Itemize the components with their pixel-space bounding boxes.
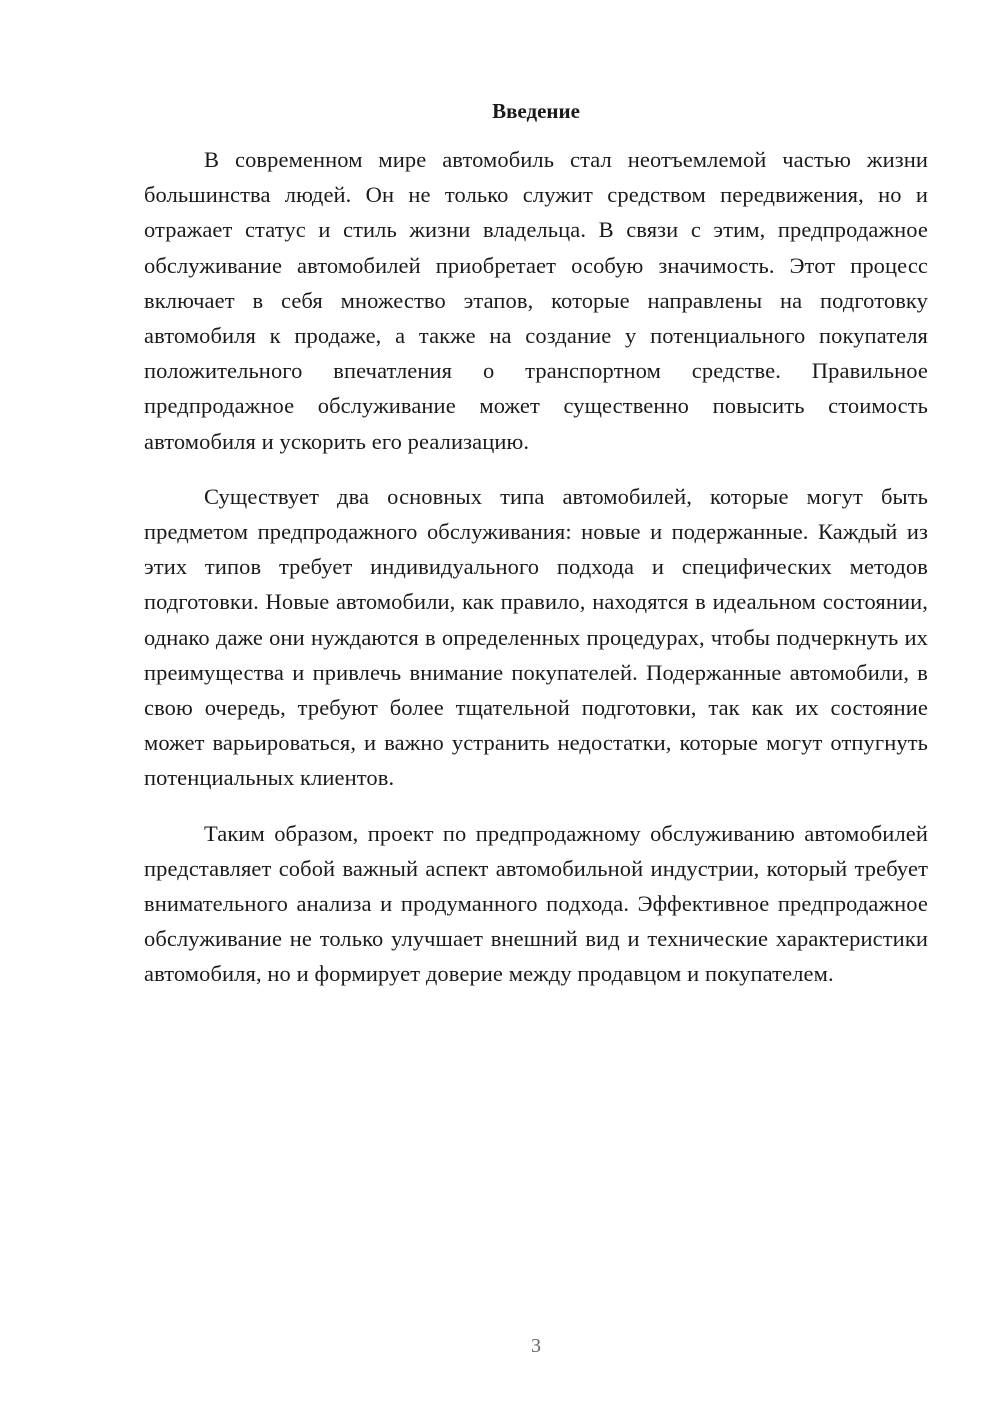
document-page [144, 0, 928, 1414]
body-text [144, 142, 928, 1012]
paragraph-3: Таким образом, проект по предпродажному обслуживанию автомобилей представляет собой важный аспект автомобильной индустрии, который требует внимательного анализа и продуманного подхода. Эффективное предпродажное обслуживание не только улучшает внешний вид и технические характеристики автомобиля, но и формирует доверие между продавцом и покупателем. [144, 820, 928, 987]
page-number: 3 [531, 1335, 541, 1357]
section-title: Введение [492, 99, 580, 123]
paragraph-1: В современном мире автомобиль стал неотъемлемой частью жизни большинства людей. Он не только служит средством передвижения, но и отражает статус и стиль жизни владельца. В связи с этим, предпродажное обслуживание автомобилей приобретает особую значимость. Этот процесс включает в себя множество этапов, которые направлены на подготовку автомобиля к продаже, а также на создание у потенциального покупателя положительного впечатления о транспортном средстве. Правильное предпродажное обслуживание может существенно повысить стоимость автомобиля и ускорить его реализацию. [144, 147, 928, 454]
paragraph-2: Существует два основных типа автомобилей, которые могут быть предметом предпродажного обслуживания: новые и подержанные. Каждый из этих типов требует индивидуального подхода и специфических методов подготовки. Новые автомобили, как правило, находятся в идеальном состоянии, однако даже они нуждаются в определенных процедурах, чтобы подчеркнуть их преимущества и привлечь внимание покупателей. Подержанные автомобили, в свою очередь, требуют более тщательной подготовки, так как их состояние может варьироваться, и важно устранить недостатки, которые могут отпугнуть потенциальных клиентов. [144, 483, 928, 791]
